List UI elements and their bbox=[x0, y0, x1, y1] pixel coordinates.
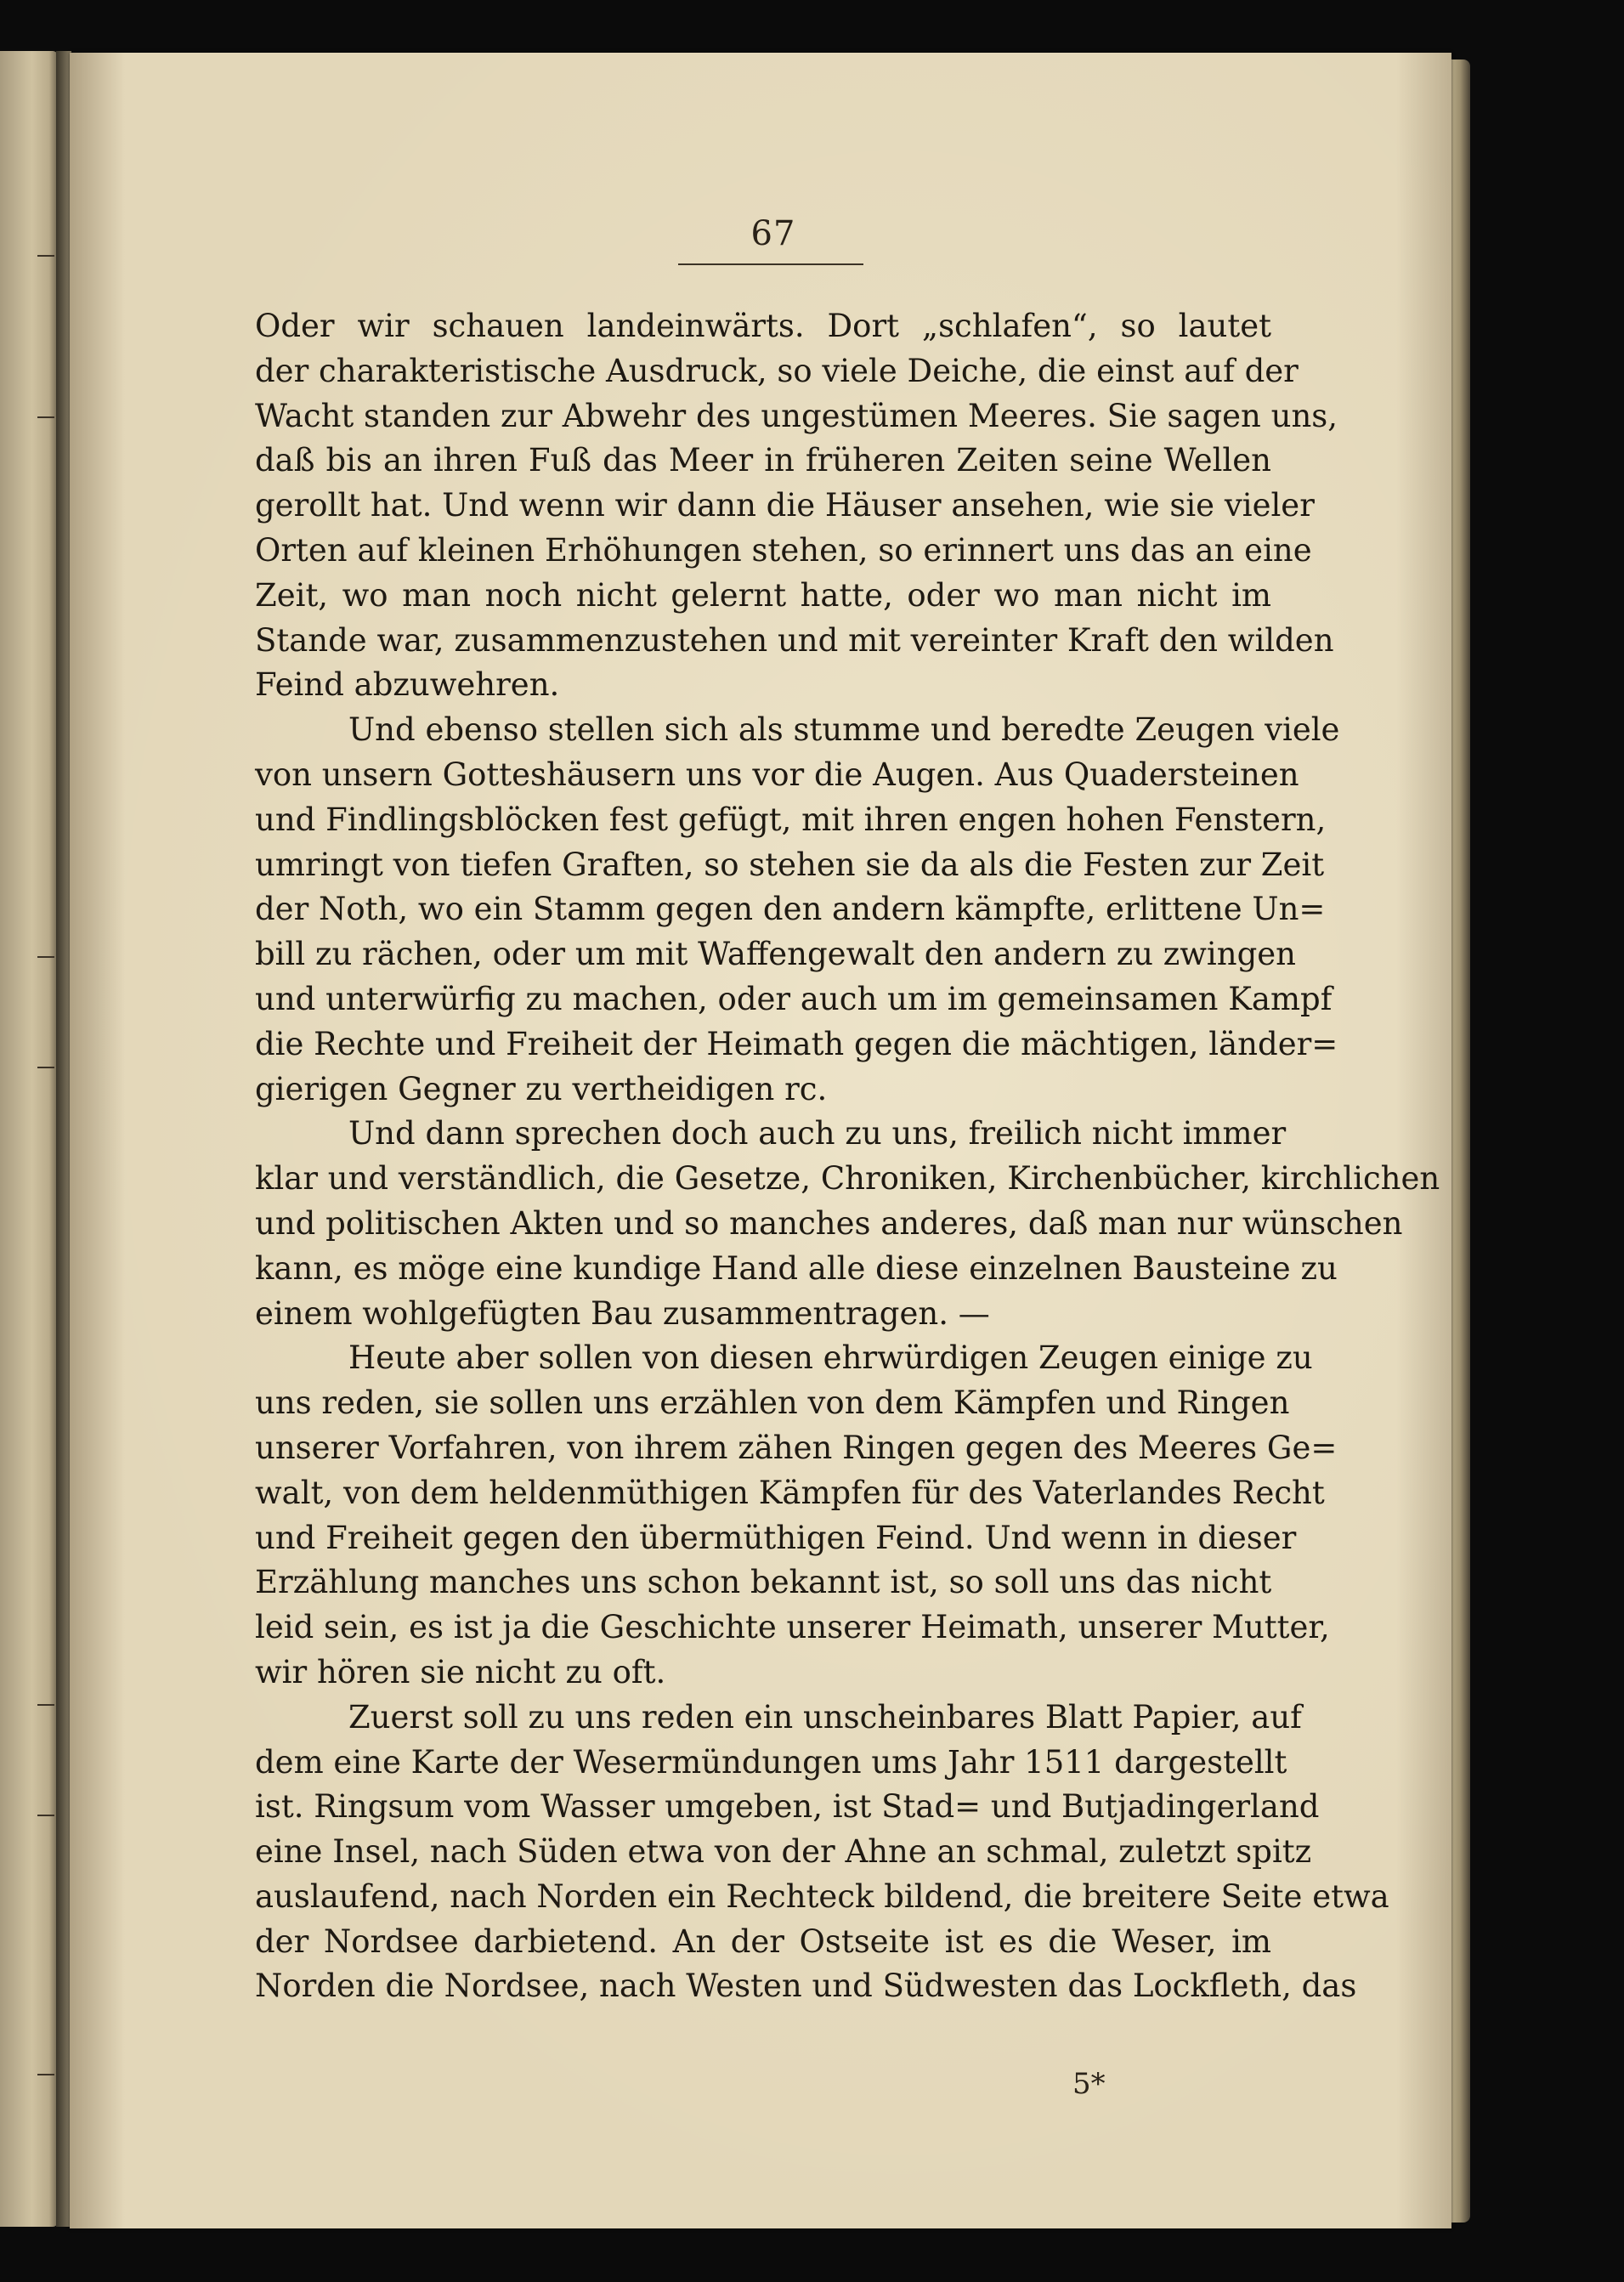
text-line: kann, es möge eine kundige Hand alle diese einzelnen Bausteine zu bbox=[255, 1249, 1338, 1287]
text-line: der Nordsee darbietend. An der Ostseite ist es die Weser, im bbox=[255, 1922, 1271, 1960]
text-line: Und dann sprechen doch auch zu uns, freilich nicht immer bbox=[348, 1115, 1287, 1152]
text-line: und Findlingsblöcken fest gefügt, mit ihren engen hohen Fenstern, bbox=[255, 801, 1327, 838]
text-line: klar und verständlich, die Gesetze, Chroniken, Kirchenbücher, kirchlichen bbox=[255, 1160, 1440, 1198]
text-line: ist. Ringsum vom Wasser umgeben, ist Stad= und Butjadingerland bbox=[255, 1788, 1320, 1826]
margin-tick bbox=[37, 1704, 54, 1706]
text-line: umringt von tiefen Graften, so stehen sie da als die Festen zur Zeit bbox=[255, 846, 1325, 883]
text-line: und Freiheit gegen den übermüthigen Feind. Und wenn in dieser bbox=[255, 1519, 1297, 1556]
text-line: eine Insel, nach Süden etwa von der Ahne an schmal, zuletzt spitz bbox=[255, 1833, 1312, 1871]
text-line: Stande war, zusammenzustehen und mit vereinter Kraft den wilden bbox=[255, 621, 1334, 659]
text-line: auslaufend, nach Norden ein Rechteck bildend, die breitere Seite etwa bbox=[255, 1877, 1389, 1915]
text-line: Zuerst soll zu uns reden ein unscheinbares Blatt Papier, auf bbox=[348, 1698, 1302, 1736]
text-line: Norden die Nordsee, nach Westen und Südwesten das Lockfleth, das bbox=[255, 1968, 1357, 2005]
text-line: und politischen Akten und so manches anderes, daß man nur wünschen bbox=[255, 1204, 1403, 1242]
margin-tick bbox=[37, 2074, 54, 2075]
margin-tick bbox=[37, 255, 54, 257]
signature-mark: 5* bbox=[1072, 2067, 1106, 2101]
body-text bbox=[255, 304, 1440, 2009]
margin-marks bbox=[27, 85, 61, 2125]
margin-tick bbox=[37, 1815, 54, 1816]
text-line: der charakteristische Ausdruck, so viele Deiche, die einst auf der bbox=[255, 352, 1299, 389]
text-line: die Rechte und Freiheit der Heimath gegen die mächtigen, länder= bbox=[255, 1025, 1338, 1062]
text-line: wir hören sie nicht zu oft. bbox=[255, 1653, 666, 1690]
margin-tick bbox=[37, 1067, 54, 1068]
paragraph bbox=[255, 1336, 1338, 1695]
text-line: bill zu rächen, oder um mit Waffengewalt den andern zu zwingen bbox=[255, 936, 1297, 973]
text-line: Feind abzuwehren. bbox=[255, 666, 560, 704]
text-line: Wacht standen zur Abwehr des ungestümen Meeres. Sie sagen uns, bbox=[255, 397, 1338, 434]
text-line: Zeit, wo man noch nicht gelernt hatte, oder wo man nicht im bbox=[255, 576, 1271, 614]
paragraph bbox=[255, 1696, 1389, 2010]
header-rule bbox=[678, 263, 863, 265]
text-line: gierigen Gegner zu vertheidigen rc. bbox=[255, 1070, 828, 1107]
paragraph bbox=[255, 1112, 1440, 1336]
text-line: unserer Vorfahren, von ihrem zähen Ringen gegen des Meeres Ge= bbox=[255, 1429, 1338, 1466]
paragraph bbox=[255, 304, 1338, 708]
text-line: walt, von dem heldenmüthigen Kämpfen für des Vaterlandes Recht bbox=[255, 1474, 1325, 1511]
margin-tick bbox=[37, 956, 54, 958]
text-line: Oder wir schauen landeinwärts. Dort „schlafen“, so lautet bbox=[255, 308, 1271, 344]
text-line: der Noth, wo ein Stamm gegen den andern kämpfte, erlittene Un= bbox=[255, 891, 1326, 928]
text-line: und unterwürfig zu machen, oder auch um im gemeinsamen Kampf bbox=[255, 980, 1333, 1017]
text-line: gerollt hat. Und wenn wir dann die Häuser ansehen, wie sie vieler bbox=[255, 487, 1315, 524]
text-line: Und ebenso stellen sich als stumme und beredte Zeugen viele bbox=[348, 711, 1340, 749]
text-line: von unsern Gotteshäusern uns vor die Augen. Aus Quadersteinen bbox=[255, 756, 1299, 793]
page-number: 67 bbox=[750, 214, 796, 253]
text-line: Orten auf kleinen Erhöhungen stehen, so erinnert uns das an eine bbox=[255, 531, 1312, 569]
text-line: Erzählung manches uns schon bekannt ist, so soll uns das nicht bbox=[255, 1564, 1272, 1601]
margin-tick bbox=[37, 416, 54, 418]
paragraph bbox=[255, 708, 1340, 1112]
text-line: leid sein, es ist ja die Geschichte unserer Heimath, unserer Mutter, bbox=[255, 1609, 1330, 1646]
text-line: daß bis an ihren Fuß das Meer in früheren Zeiten seine Wellen bbox=[255, 442, 1271, 479]
text-line: einem wohlgefügten Bau zusammentragen. — bbox=[255, 1294, 990, 1332]
text-line: Heute aber sollen von diesen ehrwürdigen Zeugen einige zu bbox=[348, 1339, 1313, 1377]
text-line: dem eine Karte der Wesermündungen ums Jahr 1511 dargestellt bbox=[255, 1743, 1287, 1781]
text-line: uns reden, sie sollen uns erzählen von dem Kämpfen und Ringen bbox=[255, 1384, 1290, 1422]
